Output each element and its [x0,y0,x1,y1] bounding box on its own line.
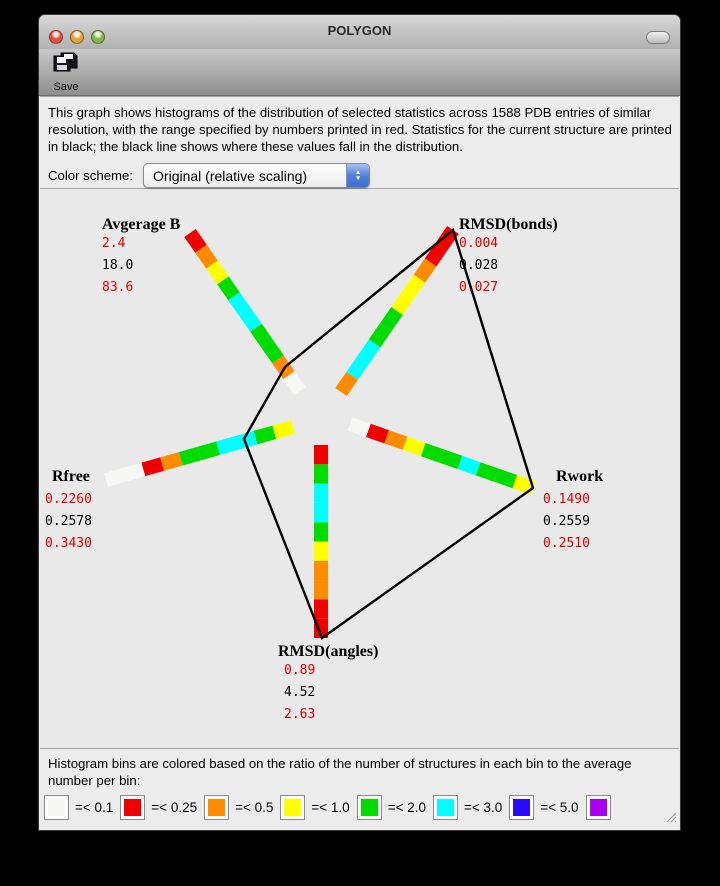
stat-label: RMSD(angles) [278,643,379,660]
legend-bin-item [433,795,509,820]
save-button-label: Save [53,81,79,93]
description-text: This graph shows histograms of the distribution of selected statistics across 1588 PDB entries of similar resolution, with the range specified by numbers printed in red. Statistics for the current structure are printed in black; the black line shows where these values fall in the distribution. [48,105,672,154]
histogram-bin [397,295,408,311]
color-scheme-selected-value: Original (relative scaling) [153,167,308,184]
stat-label: Rfree [52,468,90,485]
info-panel [40,96,679,189]
legend-swatch-orange [204,795,229,820]
histogram-bin [478,469,496,475]
legend-swatch-green [357,795,382,820]
stat-label: RMSD(bonds) [459,216,558,233]
histogram-bin [289,375,300,391]
legend-bin-item [357,795,433,820]
histogram-bin [368,430,386,436]
stat-value-min: 0.1490 [543,492,590,507]
histogram-bin [363,343,374,359]
histogram-bin [256,432,275,437]
title-bar[interactable] [39,15,680,50]
stat-value-min: 2.4 [102,236,126,251]
histogram-bin [352,360,363,376]
histogram-bin [201,249,212,265]
histogram-bin [181,454,200,459]
histogram-bin [423,450,441,456]
legend-bin-item [44,795,120,820]
histogram-bin [442,456,460,462]
legend-bin-label: =< 5.0 [540,800,579,815]
legend-bin-label: =< 2.0 [387,800,426,815]
legend-bin-label: =< 1.0 [311,800,350,815]
dropdown-stepper-icon: ▲ ▼ [346,164,369,187]
legend-swatch-blue [509,795,534,820]
legend-bin-item [586,795,617,820]
stat-value-current: 4.52 [284,685,316,700]
toolbar-toggle-button[interactable] [646,31,670,44]
histogram-bin [245,312,256,328]
color-scheme-dropdown[interactable] [143,163,370,188]
legend-bin-item [509,795,585,820]
stat-label: Avgerage B [102,216,181,233]
legend-swatch-purple [586,795,611,820]
histogram-bin [405,443,423,449]
legend-swatch-yellow [280,795,305,820]
window-title: POLYGON [327,23,392,38]
histogram-bin [350,424,368,430]
stat-value-current: 0.028 [459,258,499,273]
stat-value-max: 2.63 [284,707,316,722]
histogram-bin [218,443,237,448]
histogram-bin [408,279,419,295]
swatch-color [48,799,65,816]
stat-value-max: 83.6 [102,280,134,295]
histogram-bin [387,437,405,443]
color-scheme-row [48,163,370,188]
legend-bin-label: =< 0.5 [235,800,274,815]
histogram-bin [106,475,125,480]
stat-value-min: 0.2260 [45,492,92,507]
save-button[interactable] [47,52,85,92]
stat-label: Rwork [556,468,604,485]
histogram-bin [212,265,223,281]
legend-bin-item [120,795,204,820]
histogram-bin [162,459,181,464]
legend-bin-label: =< 3.0 [463,800,503,815]
legend-bins-row [44,795,675,820]
legend-bin-label: =< 0.1 [75,800,114,815]
stat-value-current: 0.2559 [543,514,590,529]
stat-value-current: 0.2578 [45,514,92,529]
histogram-bin [190,233,201,249]
stat-value-min: 0.004 [459,236,499,251]
histogram-bin [274,427,293,432]
stat-value-max: 0.2510 [543,536,590,551]
legend-panel [40,748,679,830]
legend-text: Histogram bins are colored based on the ratio of the number of structures in each bin to the average number per bin: [48,756,632,788]
polygon-plot-area [40,190,679,748]
legend-swatch-red [120,795,145,820]
toolbar [39,49,680,96]
color-scheme-label: Color scheme: [48,168,134,183]
resize-grip-icon[interactable] [664,810,677,828]
save-icon [53,63,80,80]
legend-bin-item [204,795,280,820]
swatch-color [590,799,607,816]
stat-value-min: 0.89 [284,663,316,678]
swatch-color [437,799,454,816]
swatch-color [208,799,225,816]
histogram-bin [234,296,245,312]
legend-swatch-cyan [433,795,458,820]
histogram-bin [375,327,386,343]
histogram-bin [256,328,267,344]
histogram-bin [223,280,234,296]
stat-value-max: 0.027 [459,280,499,295]
histogram-bin [341,376,352,392]
histogram-bin [200,448,219,453]
histogram-bin [431,246,442,262]
stat-value-current: 18.0 [102,258,134,273]
legend-bin-label: =< 0.25 [151,800,198,815]
legend-bin-item [280,795,356,820]
swatch-color [124,799,141,816]
histogram-bin [496,475,514,481]
histogram-bin [143,464,162,469]
stat-value-max: 0.3430 [45,536,92,551]
swatch-color [284,799,301,816]
histogram-bin [386,311,397,327]
histogram-bin [267,344,278,360]
histogram-bin [460,462,478,468]
polygon-window [38,14,681,831]
swatch-color [361,799,378,816]
swatch-color [513,799,530,816]
histogram-bin [419,262,430,278]
histogram-bin [125,469,144,474]
legend-swatch-white [44,795,69,820]
